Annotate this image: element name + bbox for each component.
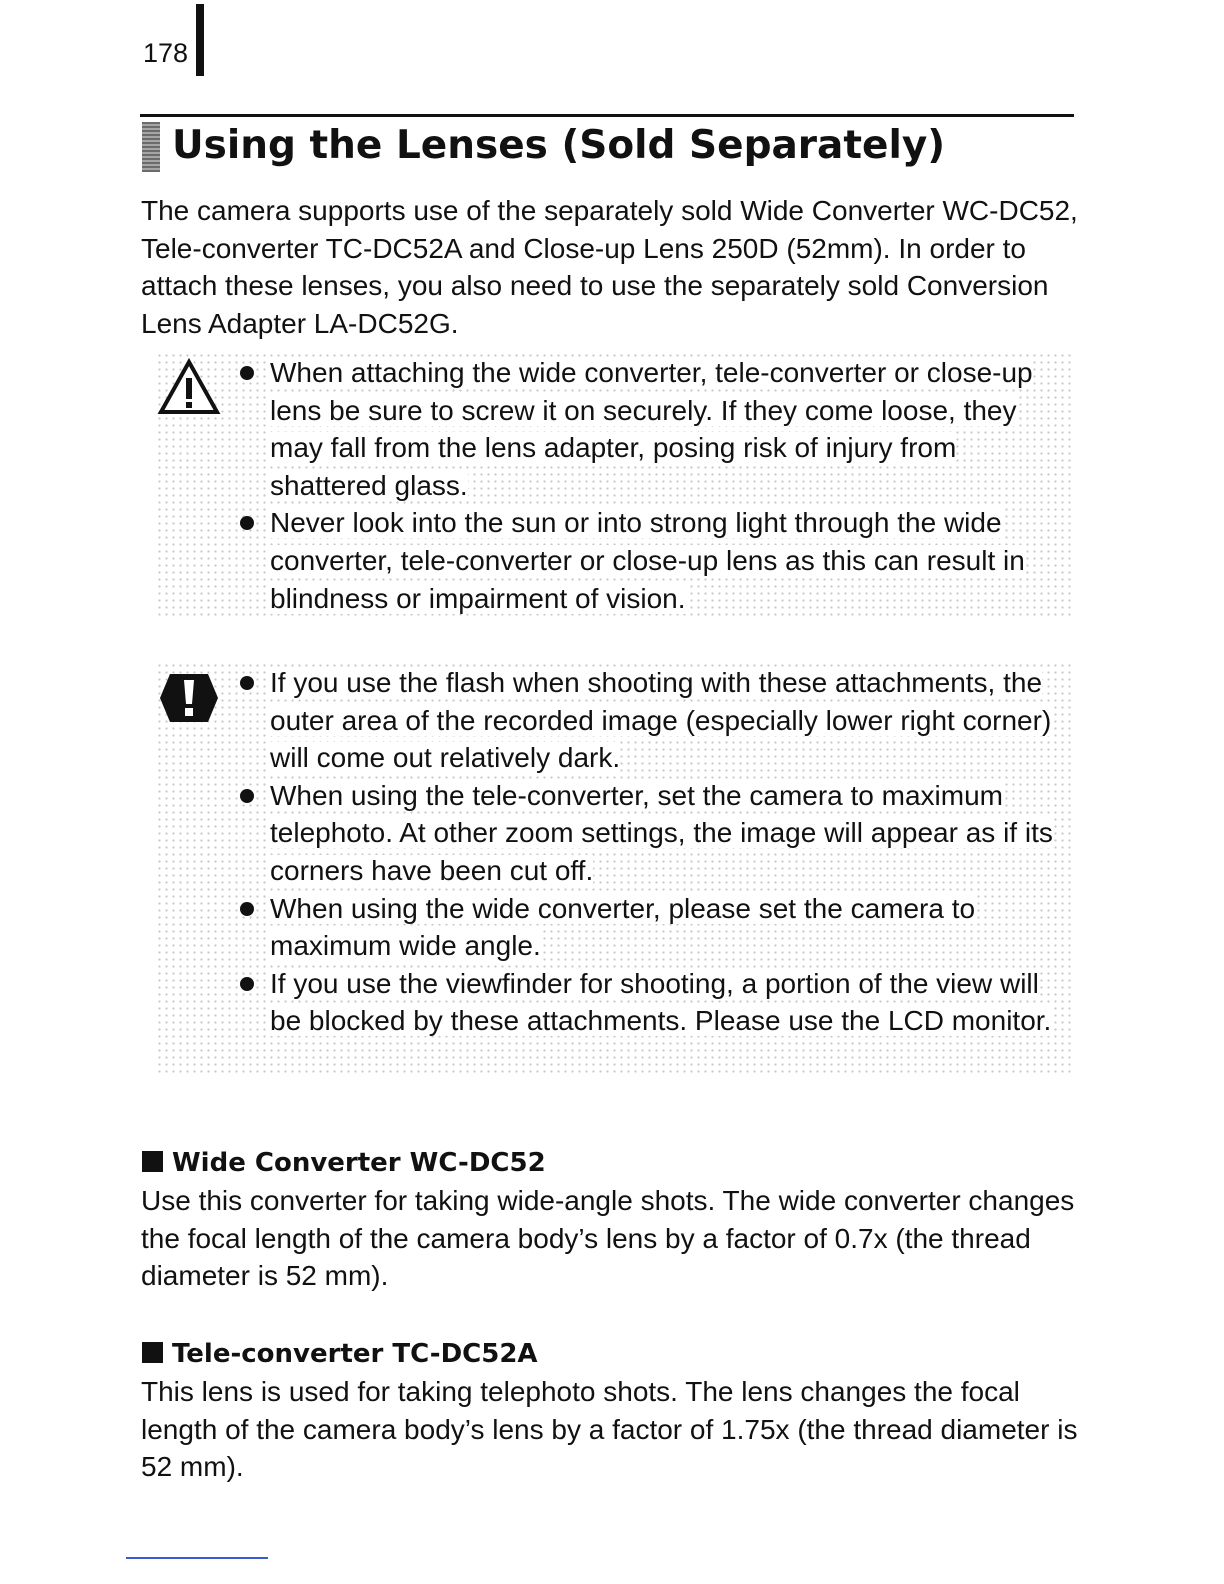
intro-paragraph: The camera supports use of the separately sold Wide Converter WC-DC52, Tele-converter TC-DC52A and Close-up Lens 250D (52mm). In order to attach these lenses, you also need to use the separately sold Conversion Lens Adapter LA-DC52G. xyxy=(141,195,1078,339)
title-rule xyxy=(140,114,1074,117)
list-item xyxy=(236,777,1064,890)
section-heading-text: Wide Converter WC-DC52 xyxy=(172,1148,546,1178)
important-notice xyxy=(156,662,1072,1076)
bullet-icon xyxy=(240,516,254,530)
list-item xyxy=(236,354,1064,504)
page-number: 178 xyxy=(143,38,189,68)
page-title: Using the Lenses (Sold Separately) xyxy=(172,123,946,168)
title-marker xyxy=(142,122,160,172)
section-heading-wide-converter xyxy=(142,1146,546,1180)
footer-rule xyxy=(126,1557,268,1559)
bullet-icon xyxy=(240,977,254,991)
list-item xyxy=(236,664,1064,777)
section-heading-tele-converter xyxy=(142,1337,538,1371)
caution-notice xyxy=(156,352,1072,620)
bullet-icon xyxy=(240,676,254,690)
important-list xyxy=(236,664,1064,1040)
square-bullet-icon xyxy=(142,1342,163,1363)
wide-converter-paragraph: Use this converter for taking wide-angle shots. The wide converter changes the focal length of the camera body’s lens by a factor of 0.7x (the thread diameter is 52 mm). xyxy=(141,1185,1075,1292)
list-item xyxy=(236,965,1064,1040)
page-number-bar xyxy=(196,4,204,76)
bullet-icon xyxy=(240,902,254,916)
list-item-text: When using the tele-converter, set the camera to maximum telephoto. At other zoom settings, the image will appear as if its corners have been cut off. xyxy=(270,779,1053,886)
list-item-text: When attaching the wide converter, tele-converter or close-up lens be sure to screw it on securely. If they come loose, they may fall from the lens adapter, posing risk of injury from shattered glass. xyxy=(270,357,1033,501)
bullet-icon xyxy=(240,366,254,380)
caution-list xyxy=(236,354,1064,617)
list-item-text: If you use the viewfinder for shooting, a portion of the view will be blocked by these attachments. Please use the LCD monitor. xyxy=(270,967,1052,1037)
warning-triangle-icon xyxy=(156,356,222,420)
bullet-icon xyxy=(240,789,254,803)
square-bullet-icon xyxy=(142,1151,163,1172)
list-item-text: Never look into the sun or into strong light through the wide converter, tele-converter or close-up lens as this can result in blindness or impairment of vision. xyxy=(270,507,1025,614)
caution-exclamation-icon xyxy=(156,666,222,730)
list-item xyxy=(236,890,1064,965)
list-item xyxy=(236,504,1064,617)
list-item-text: When using the wide converter, please set the camera to maximum wide angle. xyxy=(270,892,976,962)
tele-converter-paragraph: This lens is used for taking telephoto shots. The lens changes the focal length of the camera body’s lens by a factor of 1.75x (the thread diameter is 52 mm). xyxy=(141,1376,1078,1483)
section-heading-text: Tele-converter TC-DC52A xyxy=(172,1339,538,1369)
list-item-text: If you use the flash when shooting with these attachments, the outer area of the recorded image (especially lower right corner) will come out relatively dark. xyxy=(270,667,1052,774)
